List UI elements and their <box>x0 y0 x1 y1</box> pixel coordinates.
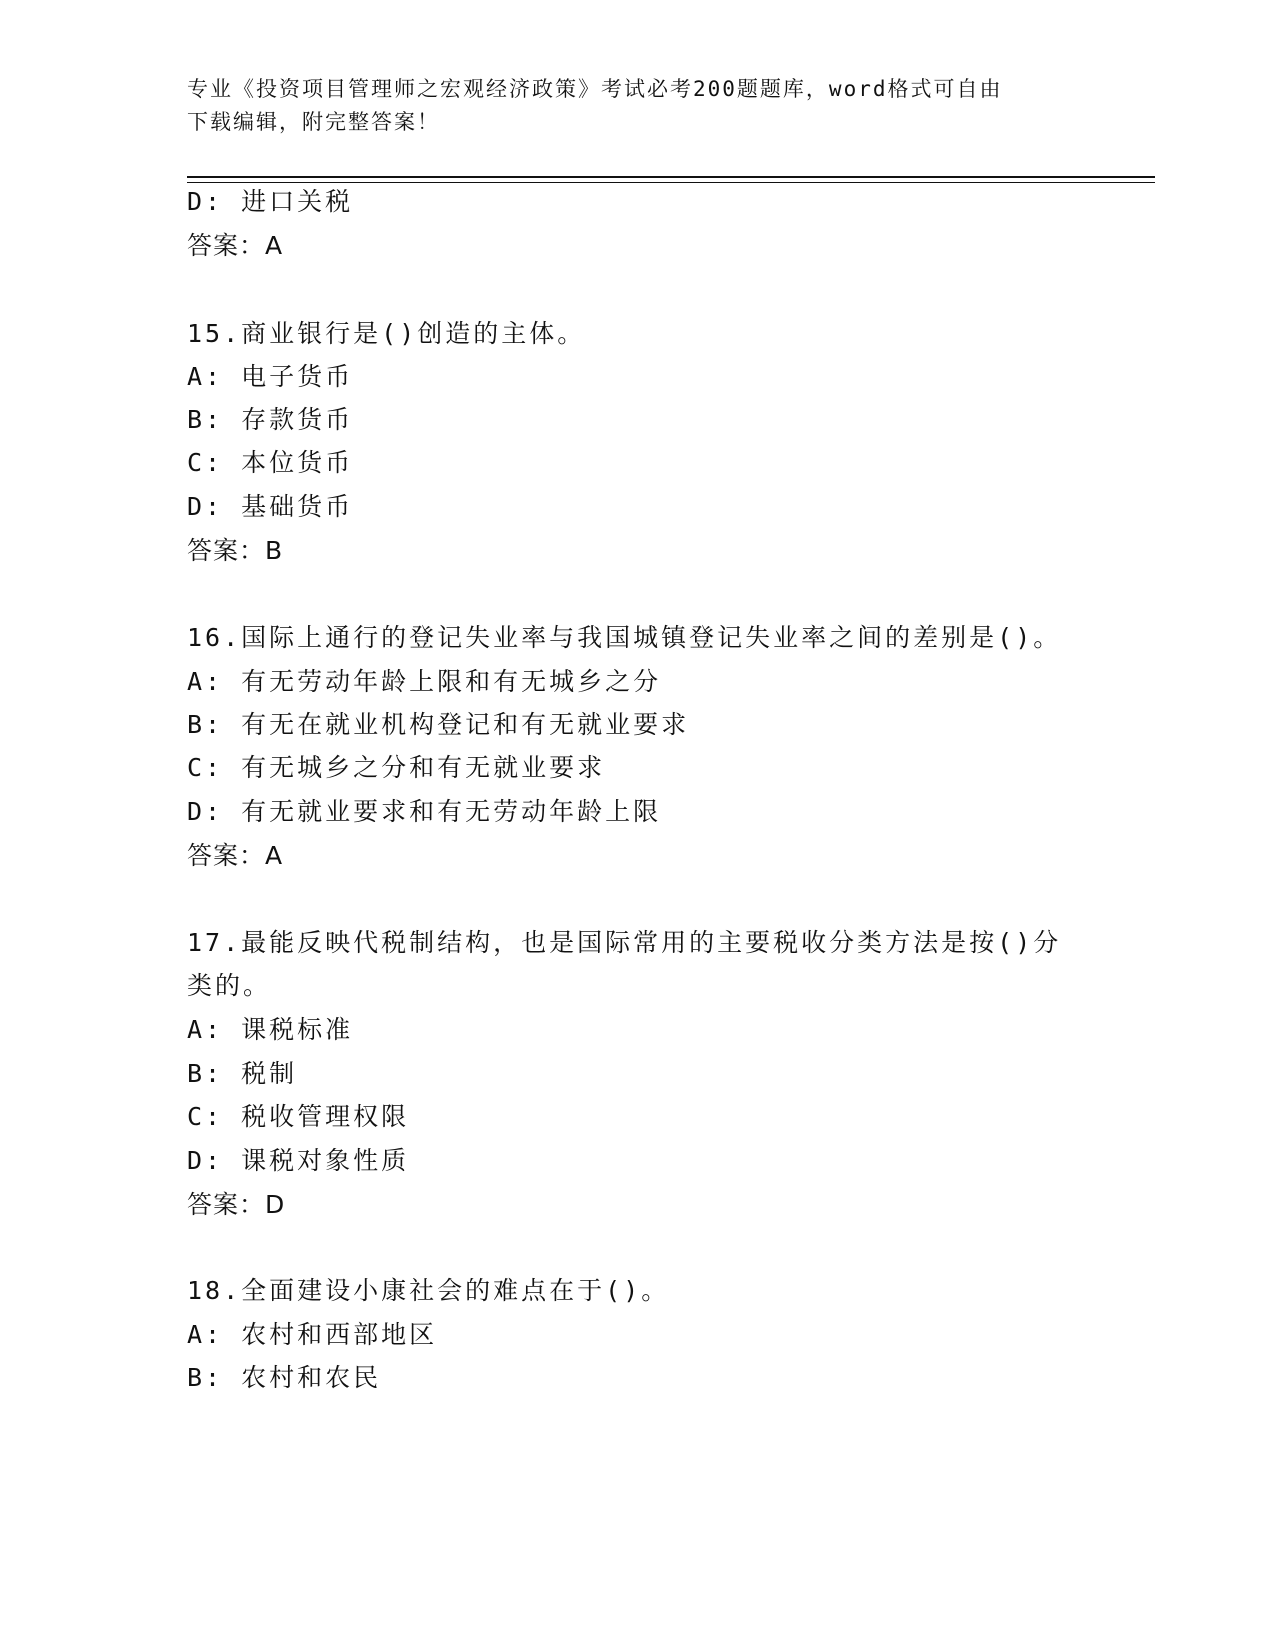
option-d: D: 有无就业要求和有无劳动年龄上限 <box>187 797 662 826</box>
option-c: C: 税收管理权限 <box>187 1102 410 1131</box>
option-c: C: 有无城乡之分和有无就业要求 <box>187 753 606 782</box>
option-a: A: 有无劳动年龄上限和有无城乡之分 <box>187 667 662 696</box>
option-a: A: 电子货币 <box>187 362 354 391</box>
option-a: A: 农村和西部地区 <box>187 1320 438 1349</box>
answer: 答案：A <box>187 841 284 870</box>
option-b: B: 农村和农民 <box>187 1363 382 1392</box>
option-d: D: 课税对象性质 <box>187 1146 410 1175</box>
option-b: B: 存款货币 <box>187 405 354 434</box>
option-c: C: 本位货币 <box>187 448 354 477</box>
option-d: D: 基础货币 <box>187 492 354 521</box>
question-stem: 18.全面建设小康社会的难点在于()。 <box>187 1276 670 1305</box>
question-stem: 16.国际上通行的登记失业率与我国城镇登记失业率之间的差别是()。 <box>187 623 1062 652</box>
option-a: A: 课税标准 <box>187 1015 354 1044</box>
document-header <box>187 73 1087 139</box>
header-line-1: 专业《投资项目管理师之宏观经济政策》考试必考200题题库，word格式可自由 <box>187 77 1003 101</box>
answer: 答案：A <box>187 231 284 260</box>
answer: 答案：B <box>187 536 284 565</box>
answer: 答案：D <box>187 1190 286 1219</box>
header-divider-thick <box>187 176 1155 178</box>
header-line-2: 下载编辑，附完整答案！ <box>187 110 440 134</box>
question-stem-continued: 类的。 <box>187 971 272 1000</box>
question-stem: 17.最能反映代税制结构，也是国际常用的主要税收分类方法是按()分 <box>187 928 1062 957</box>
option-d: D: 进口关税 <box>187 187 354 216</box>
option-b: B: 有无在就业机构登记和有无就业要求 <box>187 710 690 739</box>
option-b: B: 税制 <box>187 1059 298 1088</box>
question-stem: 15.商业银行是()创造的主体。 <box>187 319 586 348</box>
